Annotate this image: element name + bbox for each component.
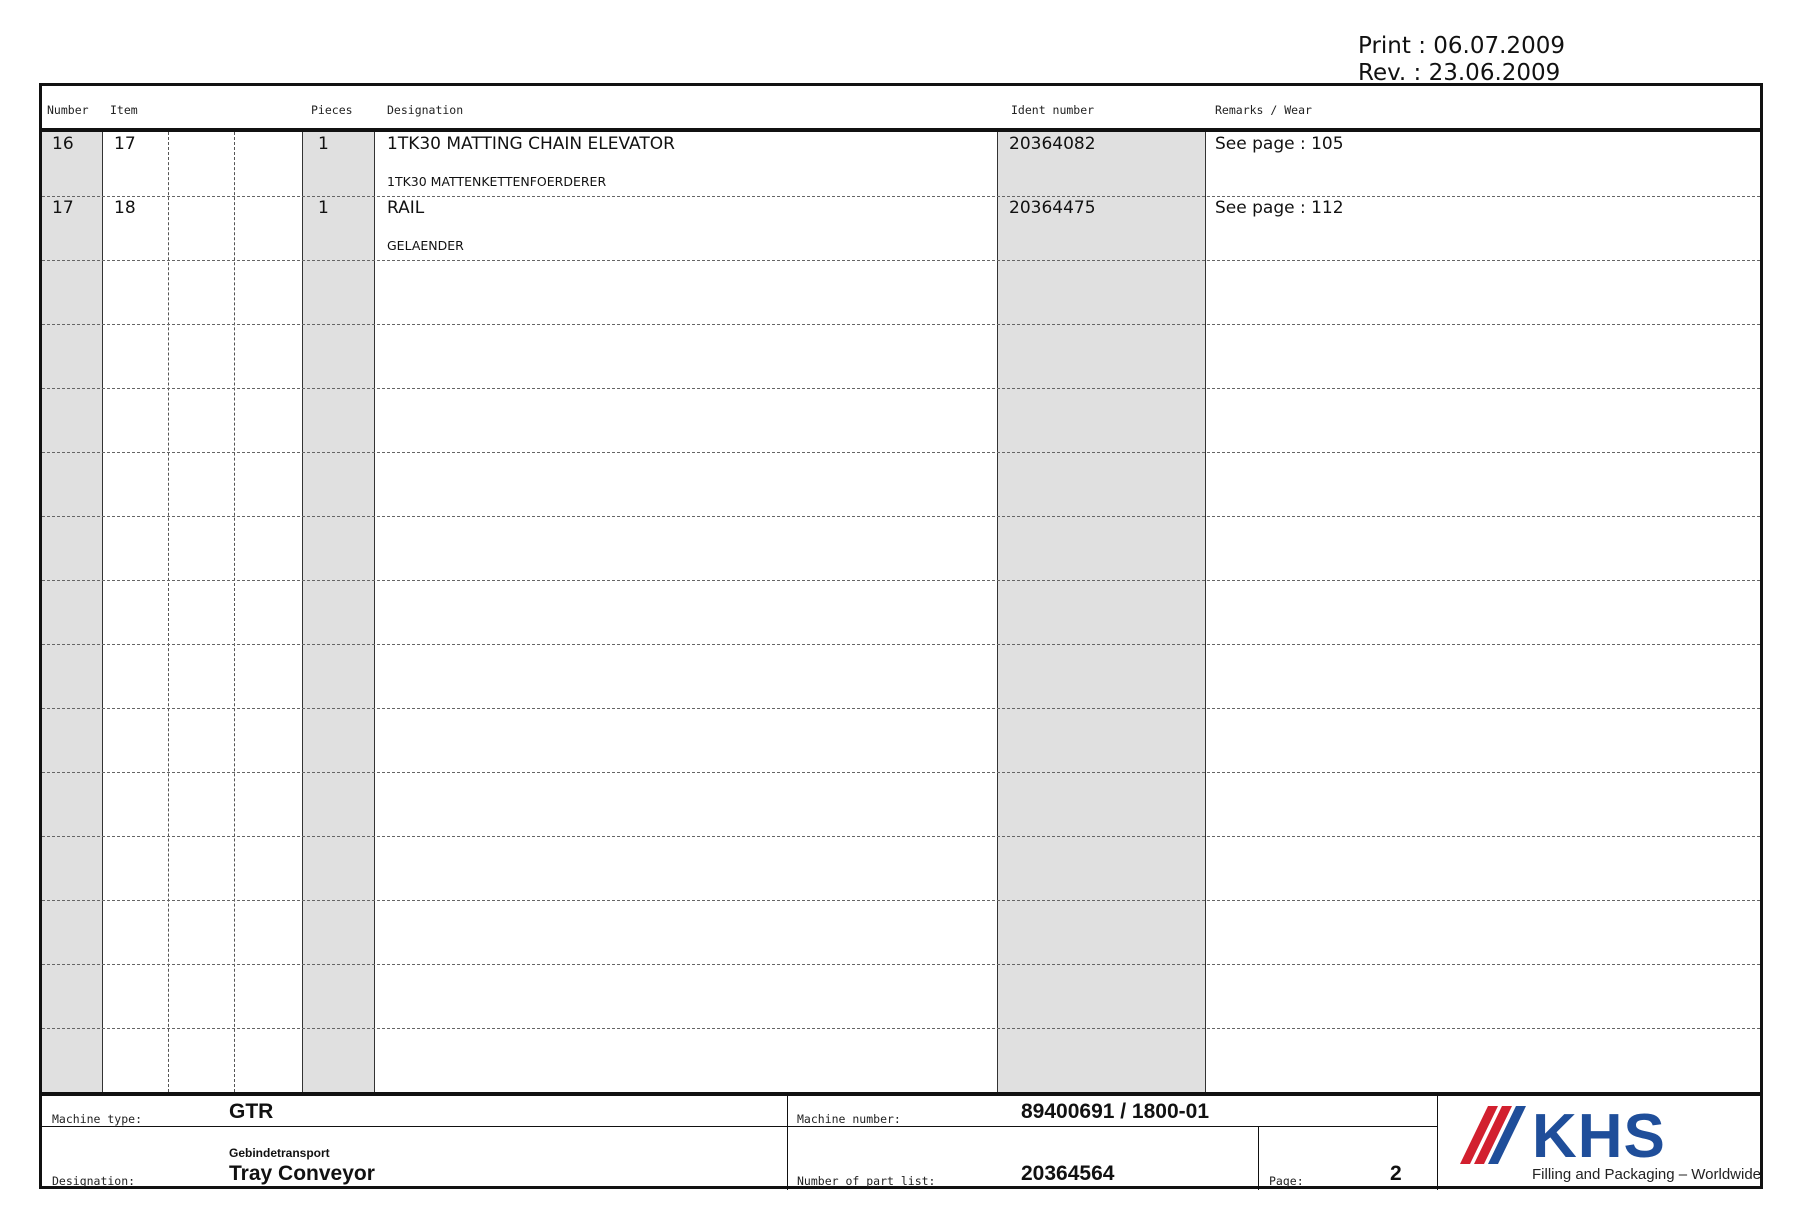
row-divider [42, 836, 1760, 837]
row-divider [42, 772, 1760, 773]
parts-list-sheet [39, 83, 1763, 1189]
title-block-divider [1437, 1096, 1438, 1190]
row-remarks: See page : 112 [1215, 198, 1344, 218]
machine-type-value: GTR [229, 1100, 274, 1123]
row-divider [42, 964, 1760, 965]
print-info [1358, 33, 1565, 87]
parts-grid [42, 132, 1760, 1092]
row-divider [42, 1028, 1760, 1029]
title-block [42, 1092, 1760, 1190]
designation-sub-value: Gebindetransport [229, 1146, 330, 1160]
column-divider [168, 132, 169, 1092]
row-divider [42, 196, 1760, 197]
title-block-divider [42, 1126, 787, 1127]
part-list-label: Number of part list: [797, 1174, 936, 1188]
row-pieces: 1 [318, 134, 329, 154]
row-divider [42, 260, 1760, 261]
machine-number-value: 89400691 / 1800-01 [1021, 1100, 1210, 1123]
designation-label: Designation: [52, 1174, 136, 1188]
logo-text: KHS [1532, 1102, 1666, 1171]
row-divider [42, 708, 1760, 709]
column-divider [374, 132, 375, 1092]
page-number: 2 [1390, 1162, 1402, 1185]
column-divider [997, 132, 998, 1092]
column-divider [302, 132, 303, 1092]
row-divider [42, 516, 1760, 517]
row-item: 18 [114, 198, 136, 218]
row-divider [42, 388, 1760, 389]
revision-date: Rev. : 23.06.2009 [1358, 60, 1561, 86]
part-list-value: 20364564 [1021, 1162, 1115, 1185]
logo-tagline: Filling and Packaging – Worldwide [1532, 1166, 1762, 1183]
row-divider [42, 324, 1760, 325]
khs-logo [1460, 1102, 1762, 1186]
machine-type-label: Machine type: [52, 1112, 143, 1126]
row-item: 17 [114, 134, 136, 154]
row-ident-number: 20364475 [1009, 198, 1096, 218]
column-divider [1205, 132, 1206, 1092]
header-ident-number: Ident number [1011, 103, 1095, 117]
row-designation: RAIL [387, 198, 425, 218]
row-remarks: See page : 105 [1215, 134, 1344, 154]
print-date: Print : 06.07.2009 [1358, 33, 1565, 59]
header-remarks: Remarks / Wear [1215, 103, 1312, 117]
page-label: Page: [1269, 1174, 1304, 1188]
row-pieces: 1 [318, 198, 329, 218]
row-designation-sub: 1TK30 MATTENKETTENFOERDERER [387, 174, 607, 189]
ident-column-shade [997, 132, 1205, 1092]
row-divider [42, 452, 1760, 453]
row-divider [42, 900, 1760, 901]
header-pieces: Pieces [311, 103, 353, 117]
title-block-divider [787, 1126, 1437, 1127]
row-divider [42, 644, 1760, 645]
column-divider [102, 132, 103, 1092]
number-column-shade [42, 132, 102, 1092]
row-designation-sub: GELAENDER [387, 238, 464, 253]
title-block-divider [1258, 1126, 1259, 1190]
machine-number-label: Machine number: [797, 1112, 901, 1126]
row-designation: 1TK30 MATTING CHAIN ELEVATOR [387, 134, 675, 154]
column-divider [234, 132, 235, 1092]
row-number: 17 [52, 198, 74, 218]
khs-stripes-icon [1460, 1104, 1530, 1168]
row-divider [42, 580, 1760, 581]
header-designation: Designation [387, 103, 464, 117]
row-ident-number: 20364082 [1009, 134, 1096, 154]
header-item: Item [110, 103, 138, 117]
pieces-column-shade [302, 132, 374, 1092]
designation-value: Tray Conveyor [229, 1162, 375, 1185]
row-number: 16 [52, 134, 74, 154]
title-block-divider [787, 1096, 788, 1190]
header-number: Number [47, 103, 89, 117]
column-header-row [42, 86, 1760, 132]
